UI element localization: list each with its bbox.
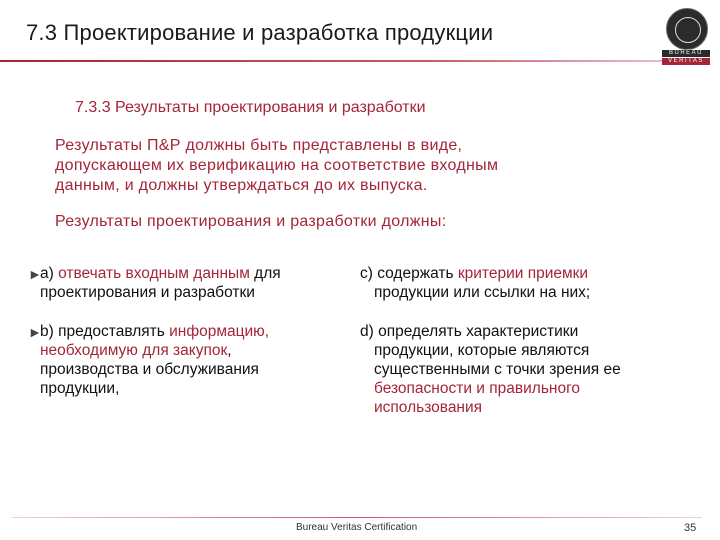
bullet-arrow-icon: ►	[28, 266, 42, 282]
list-item-c: c) содержать критерии приемки продукции или ссылки на них;	[360, 265, 591, 301]
bullet-arrow-icon: ►	[28, 324, 42, 340]
paragraph-line: Результаты П&Р должны быть представлены в виде,	[55, 137, 463, 154]
list-item-b: b) предоставлять информацию, необходимую для закупок, производства и обслуживания продукции,	[40, 323, 270, 397]
list-item-a: a) отвечать входным данным для проектирования и разработки	[40, 265, 281, 301]
highlight-text: отвечать входным данным	[58, 265, 250, 282]
paragraph-line: допускающем их верификацию на соответствие входным	[55, 157, 499, 174]
highlight-text: информацию,	[169, 323, 270, 340]
highlight-text: использования	[374, 399, 483, 416]
highlight-text: необходимую для закупок	[40, 342, 228, 359]
logo-seal-icon	[666, 8, 708, 50]
page-number: 35	[684, 522, 697, 534]
section-subtitle: 7.3.3 Результаты проектирования и разработки	[75, 99, 426, 116]
paragraph-line: данным, и должны утверждаться до их выпуска.	[55, 177, 428, 194]
highlight-text: безопасности и правильного	[374, 380, 581, 397]
logo-line1: BUREAU	[662, 50, 710, 57]
bureau-veritas-logo	[662, 8, 712, 64]
highlight-text: критерии приемки	[457, 265, 589, 282]
intro-paragraph	[55, 136, 665, 196]
list-lead: Результаты проектирования и разработки должны:	[55, 213, 447, 230]
slide-title: 7.3 Проектирование и разработка продукции	[26, 20, 494, 45]
footer-text: Bureau Veritas Certification	[296, 522, 418, 533]
title-divider	[0, 60, 708, 62]
footer-divider	[12, 517, 702, 518]
logo-line2: VERITAS	[662, 58, 710, 65]
list-item-d: d) определять характеристики продукции, которые являются существенными с точки зрения ее безопасности и правильного использования	[360, 322, 700, 417]
